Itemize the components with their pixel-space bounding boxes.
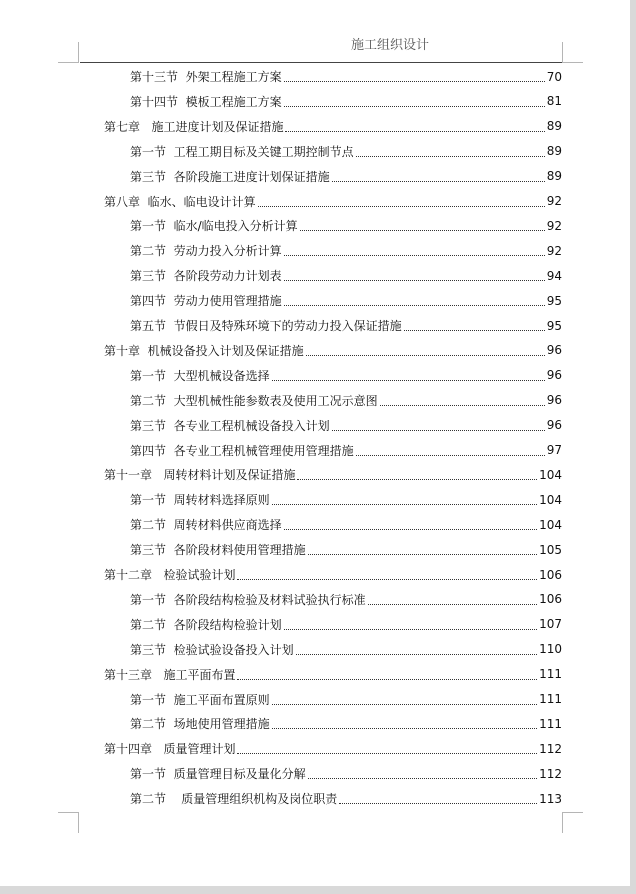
toc-entry-title: 第三节 各阶段施工进度计划保证措施 <box>130 169 330 184</box>
toc-chapter-entry[interactable] <box>104 189 562 214</box>
toc-dot-leader <box>258 206 545 207</box>
toc-entry-title: 第二节 周转材料供应商选择 <box>130 518 282 533</box>
toc-dot-leader <box>296 654 537 655</box>
toc-section-entry[interactable] <box>130 438 562 463</box>
toc-dot-leader <box>306 355 545 356</box>
toc-chapter-entry[interactable] <box>104 338 562 363</box>
toc-dot-leader <box>237 753 537 754</box>
toc-page-number: 105 <box>539 542 562 557</box>
toc-dot-leader <box>368 604 537 605</box>
toc-dot-leader <box>272 504 537 505</box>
toc-section-entry[interactable] <box>130 612 562 637</box>
toc-entry-title: 第十二章 检验试验计划 <box>104 568 236 582</box>
toc-page-number: 104 <box>539 467 562 482</box>
toc-section-entry[interactable] <box>130 89 562 114</box>
toc-entry-title: 第二节 质量管理组织机构及岗位职责 <box>130 792 338 807</box>
toc-page-number: 111 <box>539 667 562 682</box>
toc-dot-leader <box>308 778 537 779</box>
toc-entry-title: 第十三章 施工平面布置 <box>104 667 236 682</box>
toc-page-number: 107 <box>539 617 562 632</box>
toc-page-number: 89 <box>546 144 562 159</box>
toc-dot-leader <box>284 529 537 530</box>
toc-page-number: 95 <box>546 318 562 333</box>
toc-entry-title: 第七章 施工进度计划及保证措施 <box>104 119 284 134</box>
toc-section-entry[interactable] <box>130 786 562 811</box>
crop-mark-top-left <box>58 42 79 63</box>
toc-section-entry[interactable] <box>130 761 562 786</box>
toc-page-number: 92 <box>546 243 562 258</box>
toc-dot-leader <box>380 405 545 406</box>
toc-entry-title: 第四节 劳动力使用管理措施 <box>130 294 282 309</box>
toc-dot-leader <box>308 554 537 555</box>
header-rule <box>80 62 562 63</box>
toc-dot-leader <box>285 131 544 132</box>
toc-entry-title: 第二节 劳动力投入分析计算 <box>130 244 282 259</box>
toc-dot-leader <box>284 106 545 107</box>
toc-section-entry[interactable] <box>130 64 562 89</box>
toc-section-entry[interactable] <box>130 637 562 662</box>
toc-page-number: 113 <box>539 791 562 806</box>
toc-dot-leader <box>332 181 545 182</box>
toc-page-number: 89 <box>546 119 562 134</box>
toc-entry-title: 第十三节 外架工程施工方案 <box>130 70 282 84</box>
toc-entry-title: 第二节 大型机械性能参数表及使用工况示意图 <box>130 393 378 408</box>
toc-entry-title: 第十四节 模板工程施工方案 <box>130 94 282 109</box>
toc-page-number: 111 <box>539 692 562 706</box>
toc-page-number: 94 <box>546 268 562 283</box>
toc-entry-title: 第一节 质量管理目标及量化分解 <box>130 767 306 782</box>
toc-page-number: 106 <box>539 592 562 607</box>
toc-chapter-entry[interactable] <box>104 114 562 139</box>
toc-section-entry[interactable] <box>130 288 562 313</box>
toc-page-number: 97 <box>546 443 562 457</box>
toc-page-number: 92 <box>546 218 562 233</box>
toc-dot-leader <box>404 330 545 331</box>
toc-section-entry[interactable] <box>130 537 562 562</box>
toc-entry-title: 第二节 各阶段结构检验计划 <box>130 617 282 632</box>
page-header-title: 施工组织设计 <box>350 38 429 53</box>
toc-chapter-entry[interactable] <box>104 562 562 587</box>
toc-dot-leader <box>284 280 545 281</box>
toc-page-number: 106 <box>539 567 562 582</box>
toc-page-number: 96 <box>546 343 562 358</box>
toc-section-entry[interactable] <box>130 687 562 712</box>
toc-section-entry[interactable] <box>130 711 562 736</box>
toc-page-number: 96 <box>546 418 562 433</box>
toc-page-number: 81 <box>546 94 562 109</box>
toc-entry-title: 第十章 机械设备投入计划及保证措施 <box>104 343 304 358</box>
toc-dot-leader <box>237 579 537 580</box>
toc-dot-leader <box>272 728 537 729</box>
toc-dot-leader <box>356 156 545 157</box>
toc-section-entry[interactable] <box>130 487 562 512</box>
toc-section-entry[interactable] <box>130 213 562 238</box>
toc-entry-title: 第十四章 质量管理计划 <box>104 742 236 757</box>
toc-page-number: 96 <box>546 393 562 408</box>
toc-dot-leader <box>272 704 537 705</box>
toc-dot-leader <box>272 380 545 381</box>
toc-dot-leader <box>284 629 537 630</box>
toc-entry-title: 第八章 临水、临电设计计算 <box>104 194 256 209</box>
toc-section-entry[interactable] <box>130 587 562 612</box>
toc-dot-leader <box>339 803 537 804</box>
toc-page-number: 112 <box>539 766 562 781</box>
toc-page-number: 111 <box>539 716 562 731</box>
toc-section-entry[interactable] <box>130 313 562 338</box>
toc-entry-title: 第十一章 周转材料计划及保证措施 <box>104 468 296 483</box>
toc-section-entry[interactable] <box>130 238 562 263</box>
toc-entry-title: 第一节 临水/临电投入分析计算 <box>130 219 298 234</box>
toc-section-entry[interactable] <box>130 164 562 189</box>
toc-entry-title: 第一节 工程工期目标及关键工期控制节点 <box>130 144 354 159</box>
toc-page-number: 110 <box>539 642 562 657</box>
toc-dot-leader <box>332 430 545 431</box>
toc-dot-leader <box>297 479 537 480</box>
toc-dot-leader <box>300 230 545 231</box>
toc-page-number: 104 <box>539 517 562 532</box>
toc-page-number: 112 <box>539 741 562 756</box>
toc-entry-title: 第三节 各阶段材料使用管理措施 <box>130 543 306 558</box>
toc-entry-title: 第一节 施工平面布置原则 <box>130 692 270 707</box>
toc-chapter-entry[interactable] <box>104 462 562 487</box>
toc-page-number: 96 <box>546 368 562 383</box>
toc-section-entry[interactable] <box>130 363 562 388</box>
toc-page-number: 70 <box>546 69 562 84</box>
toc-page-number: 92 <box>546 194 562 208</box>
toc-dot-leader <box>284 305 545 306</box>
toc-section-entry[interactable] <box>130 413 562 438</box>
toc-entry-title: 第二节 场地使用管理措施 <box>130 717 270 732</box>
toc-entry-title: 第三节 各专业工程机械设备投入计划 <box>130 418 330 433</box>
toc-entry-title: 第三节 检验试验设备投入计划 <box>130 642 294 657</box>
toc-entry-title: 第五节 节假日及特殊环境下的劳动力投入保证措施 <box>130 319 402 333</box>
toc-entry-title: 第三节 各阶段劳动力计划表 <box>130 269 282 284</box>
toc-entry-title: 第一节 各阶段结构检验及材料试验执行标准 <box>130 592 366 607</box>
toc-page-number: 89 <box>546 169 562 184</box>
toc-page-number: 95 <box>546 293 562 308</box>
toc-entry-title: 第四节 各专业工程机械管理使用管理措施 <box>130 443 354 458</box>
crop-mark-bottom-left <box>58 812 79 833</box>
toc-dot-leader <box>237 679 537 680</box>
toc-entry-title: 第一节 大型机械设备选择 <box>130 368 270 383</box>
toc-section-entry[interactable] <box>130 512 562 537</box>
toc-dot-leader <box>284 81 545 82</box>
toc-section-entry[interactable] <box>130 388 562 413</box>
crop-mark-bottom-right <box>562 812 583 833</box>
toc-section-entry[interactable] <box>130 139 562 164</box>
toc-section-entry[interactable] <box>130 263 562 288</box>
toc-dot-leader <box>356 455 545 456</box>
toc-dot-leader <box>284 255 545 256</box>
toc-entry-title: 第一节 周转材料选择原则 <box>130 493 270 508</box>
toc-chapter-entry[interactable] <box>104 736 562 761</box>
toc-page-number: 104 <box>539 492 562 507</box>
crop-mark-top-right <box>562 42 583 63</box>
toc-chapter-entry[interactable] <box>104 662 562 687</box>
